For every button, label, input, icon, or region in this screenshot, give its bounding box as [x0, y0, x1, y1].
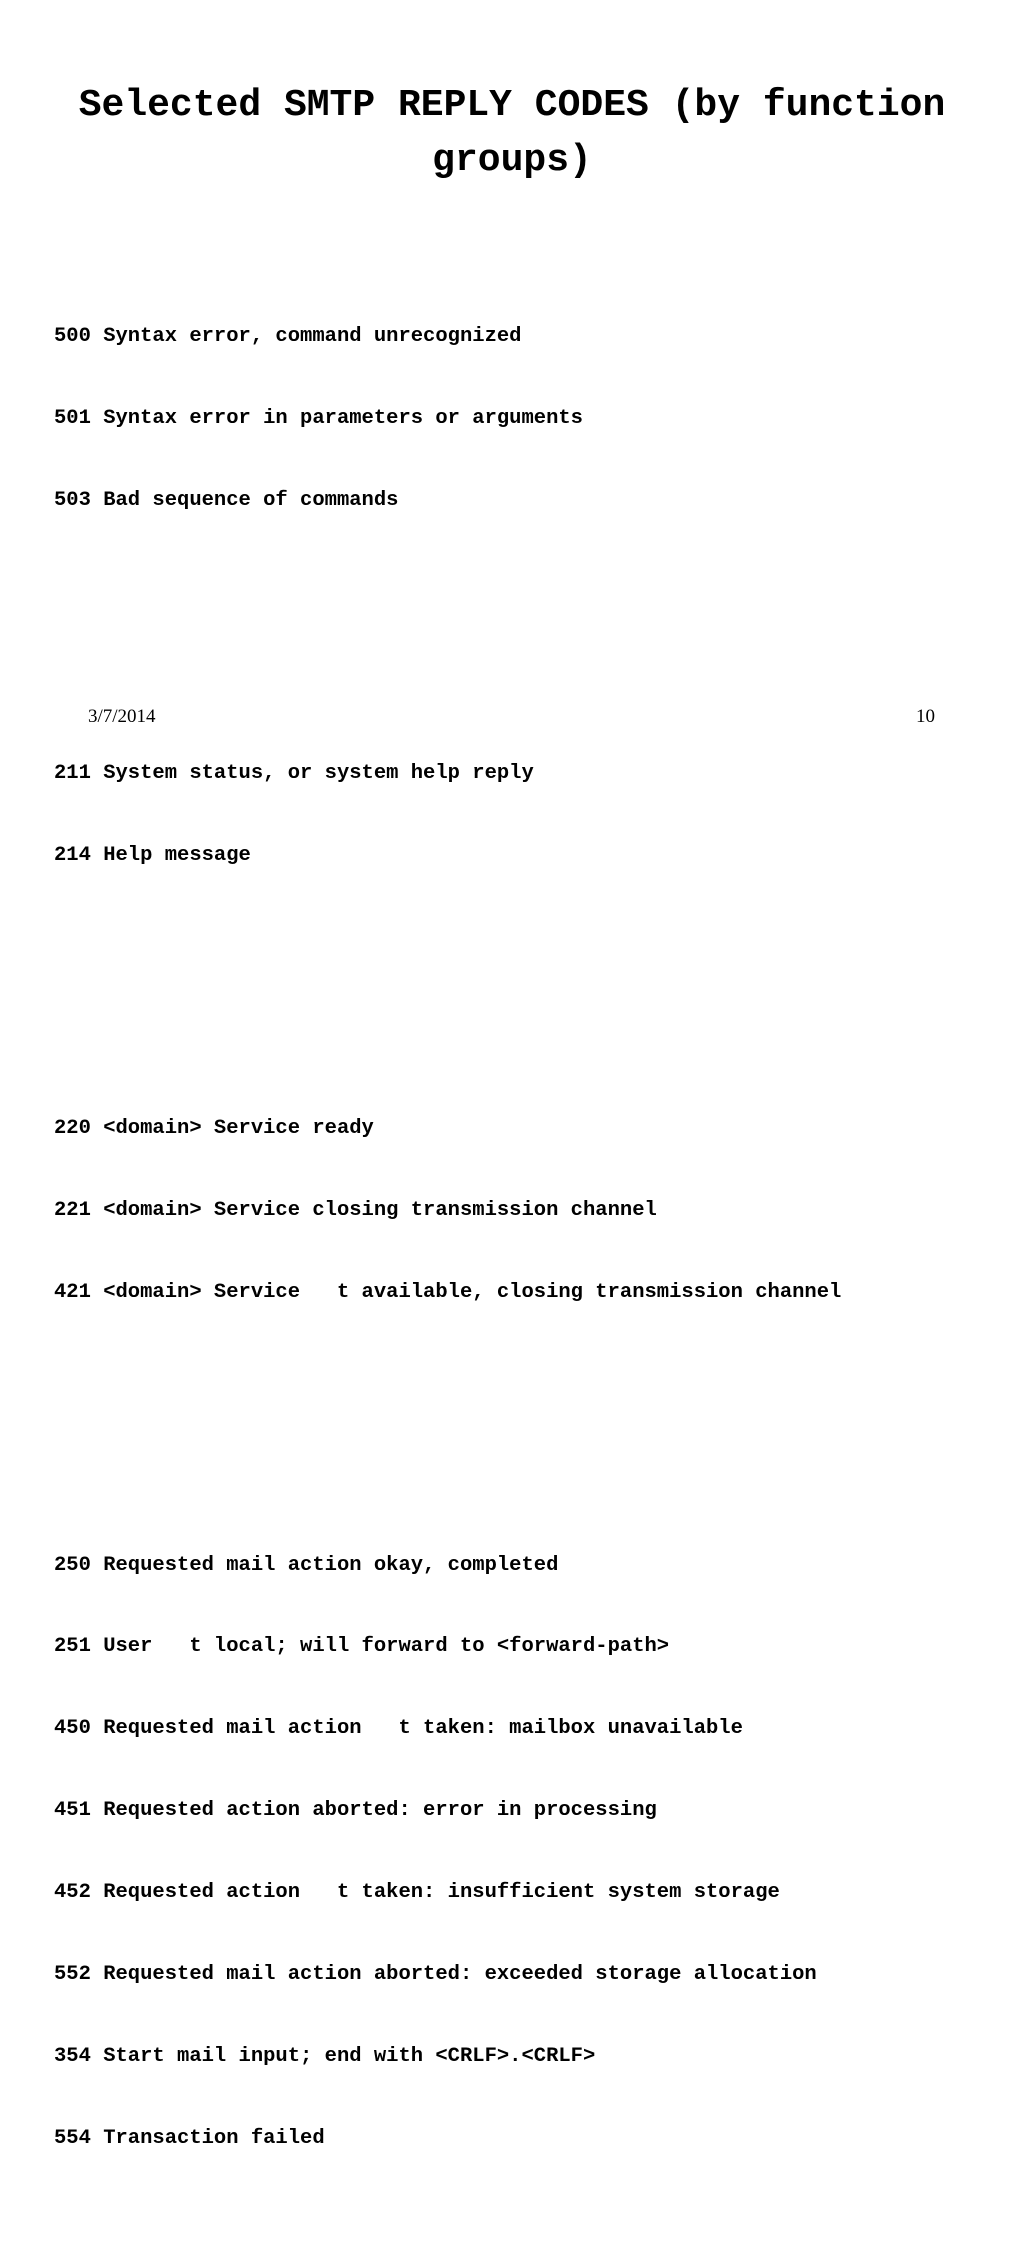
reply-code-line: 501 Syntax error in parameters or arguments: [54, 407, 583, 431]
group-spacer: [54, 623, 841, 650]
reply-code-line: 450 Requested mail action t taken: mailbox unavailable: [54, 1717, 743, 1741]
reply-code-line: 554 Transaction failed: [54, 2126, 325, 2150]
reply-code-line: 214 Help message: [54, 843, 251, 867]
reply-code-line: 503 Bad sequence of commands: [54, 488, 399, 512]
reply-code-line: 221 <domain> Service closing transmission channel: [54, 1198, 657, 1222]
slide-title: Selected SMTP REPLY CODES (by function groups): [78, 84, 946, 182]
footer-date: 3/7/2014: [88, 706, 156, 727]
reply-code-line: 452 Requested action t taken: insufficient system storage: [54, 1881, 780, 1905]
group-spacer: [54, 978, 841, 1005]
reply-code-line: 500 Syntax error, command unrecognized: [54, 325, 522, 349]
reply-code-list: [54, 214, 841, 2261]
reply-code-line: 250 Requested mail action okay, completed: [54, 1553, 559, 1577]
reply-code-line: 354 Start mail input; end with <CRLF>.<CRLF>: [54, 2044, 596, 2068]
reply-group-information: [54, 705, 841, 923]
reply-code-line: 451 Requested action aborted: error in processing: [54, 1799, 657, 1823]
footer-page-number: 10: [916, 706, 935, 727]
reply-group-syntax: [54, 269, 841, 569]
reply-code-line: 251 User t local; will forward to <forward-path>: [54, 1635, 670, 1659]
reply-group-connections: [54, 1060, 841, 1360]
reply-code-line: 211 System status, or system help reply: [54, 761, 534, 785]
group-spacer: [54, 1415, 841, 1442]
reply-code-line: 552 Requested mail action aborted: exceeded storage allocation: [54, 1963, 817, 1986]
reply-code-line: 421 <domain> Service t available, closing transmission channel: [54, 1280, 842, 1304]
reply-code-line: 220 <domain> Service ready: [54, 1116, 374, 1140]
reply-group-mail-system: [54, 1497, 841, 2207]
